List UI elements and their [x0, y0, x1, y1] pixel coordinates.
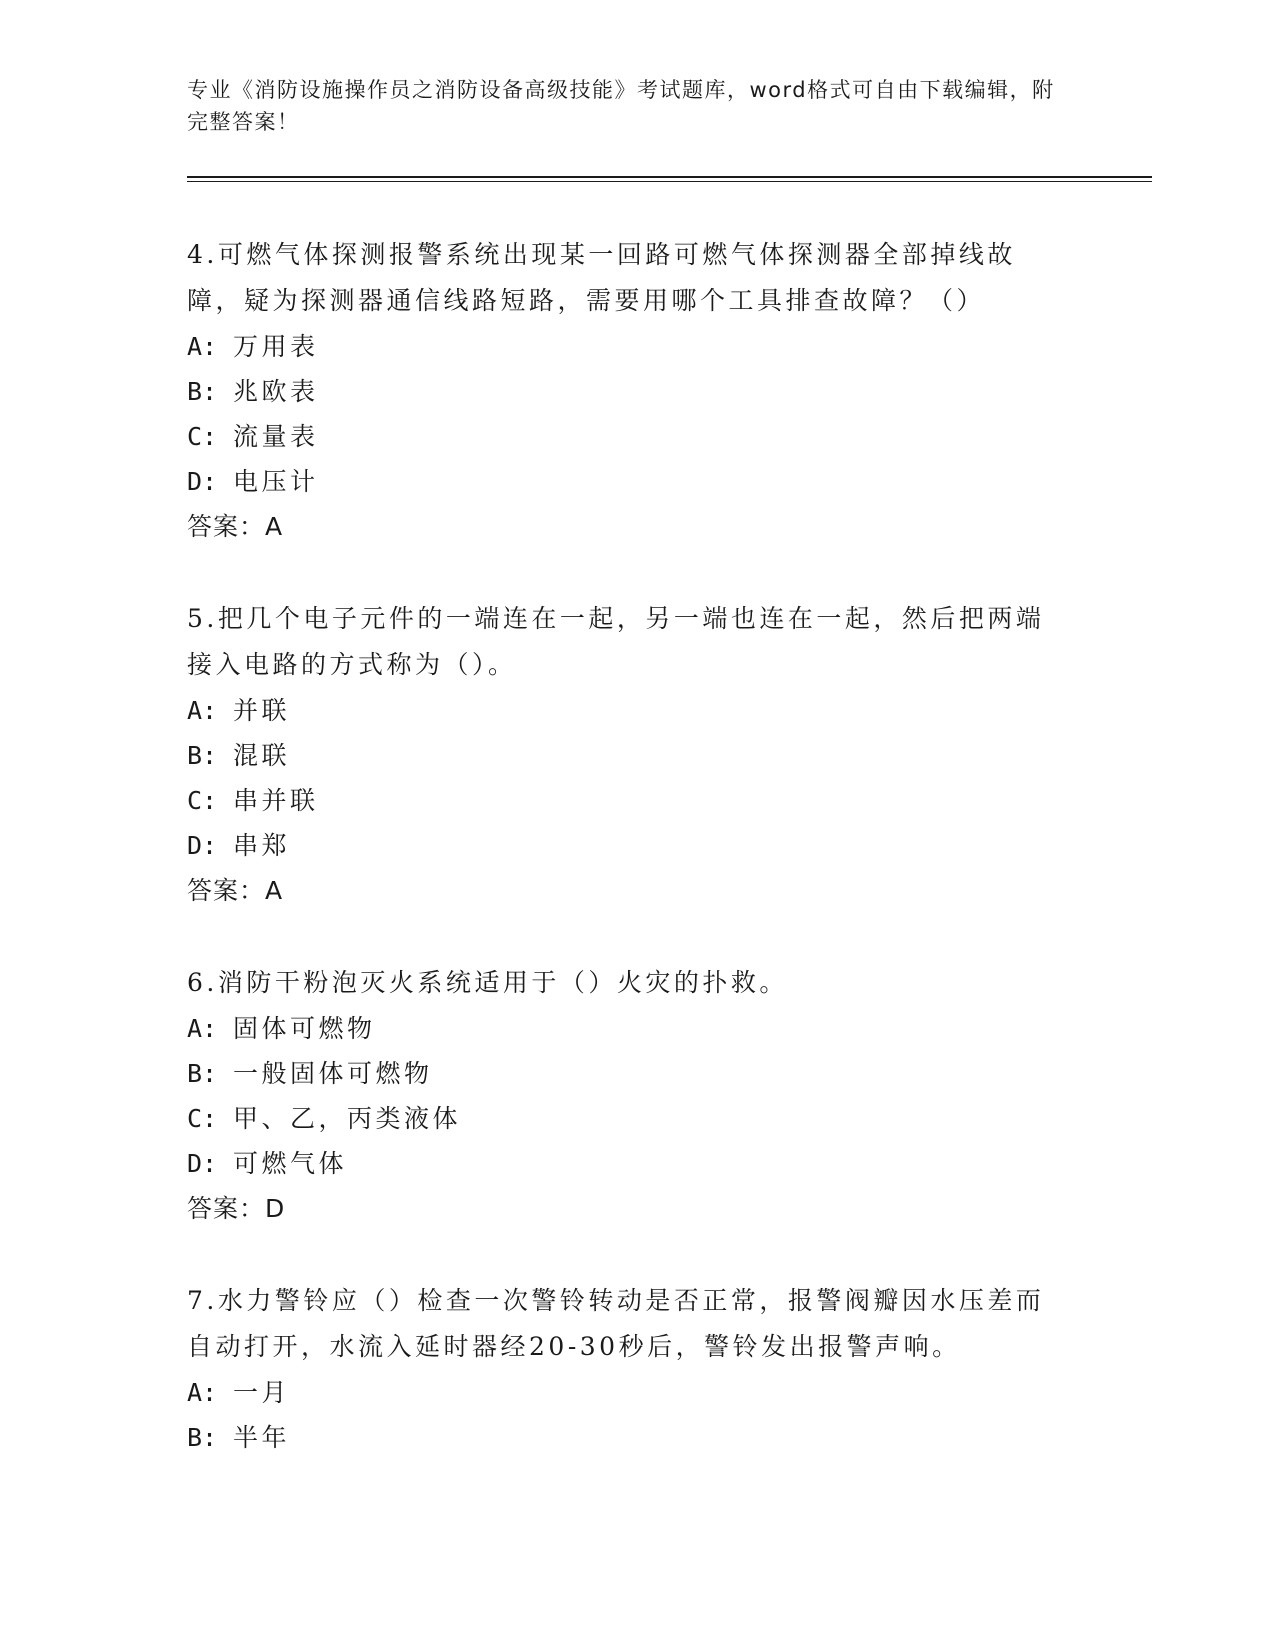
- option-list: [187, 1370, 1067, 1460]
- option-d: D: 电压计: [187, 467, 319, 496]
- option-list: [187, 324, 1067, 504]
- option-b: B: 一般固体可燃物: [187, 1059, 433, 1088]
- question-text: 7.水力警铃应（）检查一次警铃转动是否正常，报警阀瓣因水压差而自动打开，水流入延时器经20-30秒后，警铃发出报警声响。: [187, 1286, 1045, 1361]
- option-b: B: 混联: [187, 741, 291, 770]
- question-7: [187, 1278, 1067, 1460]
- question-text: 4.可燃气体探测报警系统出现某一回路可燃气体探测器全部掉线故障，疑为探测器通信线路短路，需要用哪个工具排查故障？（）: [187, 240, 1016, 315]
- header-divider-thin: [187, 181, 1152, 182]
- option-c: C: 串并联: [187, 786, 319, 815]
- answer-line: 答案：D: [187, 1194, 286, 1223]
- document-header: 专业《消防设施操作员之消防设备高级技能》考试题库，word格式可自由下载编辑，附完整答案！: [187, 78, 1055, 134]
- option-d: D: 可燃气体: [187, 1149, 348, 1178]
- option-a: A: 万用表: [187, 332, 319, 361]
- question-text: 6.消防干粉泡灭火系统适用于（）火灾的扑救。: [187, 968, 788, 997]
- option-list: [187, 688, 1067, 868]
- option-c: C: 流量表: [187, 422, 319, 451]
- question-4: [187, 232, 1067, 550]
- question-text: 5.把几个电子元件的一端连在一起，另一端也连在一起，然后把两端接入电路的方式称为（）。: [187, 604, 1045, 679]
- option-list: [187, 1006, 1067, 1186]
- option-b: B: 兆欧表: [187, 377, 319, 406]
- question-6: [187, 960, 1067, 1232]
- option-d: D: 串郑: [187, 831, 291, 860]
- answer-line: 答案：A: [187, 876, 284, 905]
- header-divider-thick: [187, 176, 1152, 178]
- option-a: A: 一月: [187, 1378, 291, 1407]
- question-5: [187, 596, 1067, 914]
- option-a: A: 固体可燃物: [187, 1014, 376, 1043]
- answer-line: 答案：A: [187, 512, 284, 541]
- option-b: B: 半年: [187, 1423, 291, 1452]
- option-a: A: 并联: [187, 696, 291, 725]
- option-c: C: 甲、乙，丙类液体: [187, 1104, 462, 1133]
